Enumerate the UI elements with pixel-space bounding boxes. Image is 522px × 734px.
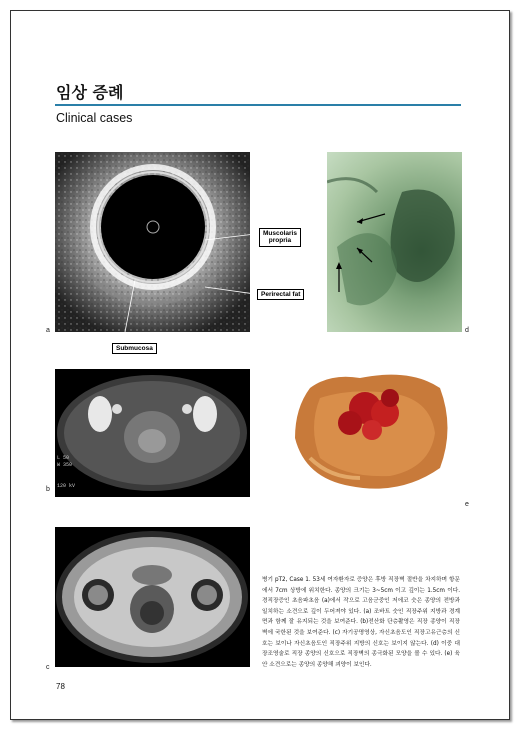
figure-d-barium-enema-image [327, 152, 462, 332]
svg-text:120 kV: 120 kV [57, 483, 76, 489]
page-number: 78 [56, 682, 65, 691]
label-muscularis-propria: Muscolaris propria [259, 228, 301, 247]
label-perirectal-fat: Perirectal fat [257, 289, 304, 300]
figure-c-letter: c [46, 664, 50, 671]
figure-e-letter: e [465, 501, 469, 508]
figure-b-letter: b [46, 486, 50, 493]
figure-e-gross-specimen-image [290, 368, 460, 496]
figure-d-letter: d [465, 327, 469, 334]
figure-a-letter: a [46, 327, 50, 334]
section-title-english: Clinical cases [56, 111, 133, 125]
title-rule [55, 104, 461, 106]
figure-a-ultrasound-image [55, 152, 250, 332]
figure-c-mri-image [55, 527, 250, 667]
figure-b-ct-image [55, 369, 250, 497]
label-submucosa: Submucosa [112, 343, 157, 354]
svg-text:W 350: W 350 [57, 462, 73, 468]
svg-text:L 50: L 50 [57, 455, 70, 461]
section-title-korean: 임상 증례 [56, 83, 124, 102]
figure-caption: 병기 pT2, Case 1. 53세 여자환자로 증양은 후방 직장벽 절반을 차지하며 항문에서 7cm 상방에 위치한다. 종양의 크기는 3~5cm 이고 깊이는 1.5cm 이다. 경직장증인 초음파초음 (a)에서 작으로 고음군중인 저에코 숫은 종양의 전방과 일치하는 소견으로 깊이 두어져야 있다. (a) 조바트 숫인 직장주위 지방과 경계면과 함께 잘 유지되는 것을 보여준다. (b)전산화 단층촬영은 직장 종양이 직장벽에 국한된 것을 보여준다. (c) 자기공명영상, 자신초음도인 직장고유근층의 신호는 보이나 자신초음도인 직장주위 지방의 신호는 보이지 않는다. (d) 이중 대장조영술로 직장 종양의 신호으로 직장벽의 종극화된 모양을 볼 수 있다. (e) 육안 소견으로는 종양의 종양해 괴양이 보인다. [262, 577, 460, 668]
